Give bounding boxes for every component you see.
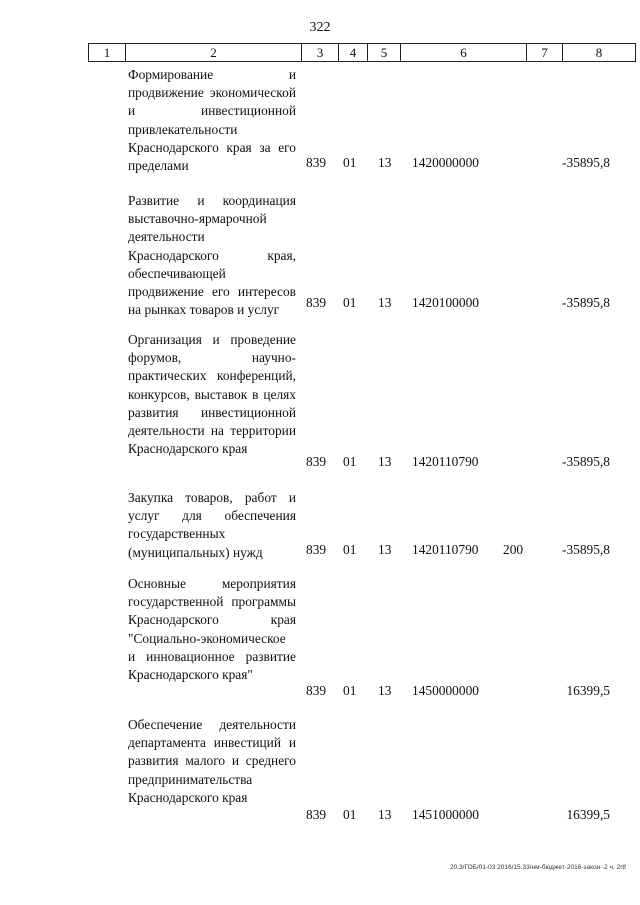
row-amount: 16399,5 [566, 683, 610, 698]
row-code-section: 01 [343, 542, 357, 557]
row-code-section: 01 [343, 807, 357, 822]
row-code-section: 01 [343, 295, 357, 310]
row-code-ministry: 839 [306, 683, 327, 698]
page-number: 322 [309, 20, 331, 35]
column-header-3: 3 [302, 44, 339, 62]
column-header-6: 6 [401, 44, 527, 62]
row-code-target: 1420110790 [412, 542, 479, 557]
row-code-ministry: 839 [306, 542, 327, 557]
row-code-subsection: 13 [378, 155, 392, 170]
row-amount: 16399,5 [566, 807, 610, 822]
row-amount: -35895,8 [562, 542, 610, 557]
row-amount: -35895,8 [562, 155, 610, 170]
row-code-subsection: 13 [378, 295, 392, 310]
row-code-expense-type: 200 [503, 542, 524, 557]
row-description: Развитие и координация выставочно-ярмарочной деятельности Краснодарского края, обеспечивающей продвижение его интересов на рынках товаров и услуг [128, 193, 296, 318]
row-code-ministry: 839 [306, 295, 327, 310]
row-amount: -35895,8 [562, 295, 610, 310]
row-description: Закупка товаров, работ и услуг для обеспечения государственных (муниципальных) нужд [128, 490, 296, 560]
row-code-section: 01 [343, 454, 357, 469]
row-code-section: 01 [343, 683, 357, 698]
column-header-1: 1 [89, 44, 126, 62]
row-description: Обеспечение деятельности департамента инвестиций и развития малого и среднего предпринимательства Краснодарского края [128, 717, 296, 805]
column-header-7: 7 [527, 44, 563, 62]
row-code-target: 1450000000 [412, 683, 479, 698]
row-code-target: 1451000000 [412, 807, 479, 822]
column-header-4: 4 [339, 44, 368, 62]
row-description: Организация и проведение форумов, научно-практических конференций, конкурсов, выставок в целях развития инвестиционной деятельности на территории Краснодарского края [128, 332, 296, 457]
row-code-ministry: 839 [306, 155, 327, 170]
column-header-8: 8 [563, 44, 636, 62]
row-code-target: 1420000000 [412, 155, 479, 170]
row-code-subsection: 13 [378, 683, 392, 698]
document-footer: 20.3/ГОБ/01-03 2016/15.33/нм-бюджет-2016-закон -2 ч. 2rtf [450, 864, 626, 871]
row-description: Формирование и продвижение экономической и инвестиционной привлекательности Краснодарского края за его пределами [128, 67, 296, 174]
row-code-subsection: 13 [378, 454, 392, 469]
row-code-section: 01 [343, 155, 357, 170]
column-header-2: 2 [126, 44, 302, 62]
row-description: Основные мероприятия государственной программы Краснодарского края "Социально-экономическое и инновационное развитие Краснодарского края" [128, 576, 296, 683]
row-code-subsection: 13 [378, 807, 392, 822]
row-code-target: 1420100000 [412, 295, 479, 310]
row-amount: -35895,8 [562, 454, 610, 469]
row-code-target: 1420110790 [412, 454, 479, 469]
column-header-5: 5 [368, 44, 401, 62]
row-code-subsection: 13 [378, 542, 392, 557]
row-code-ministry: 839 [306, 454, 327, 469]
row-code-ministry: 839 [306, 807, 327, 822]
